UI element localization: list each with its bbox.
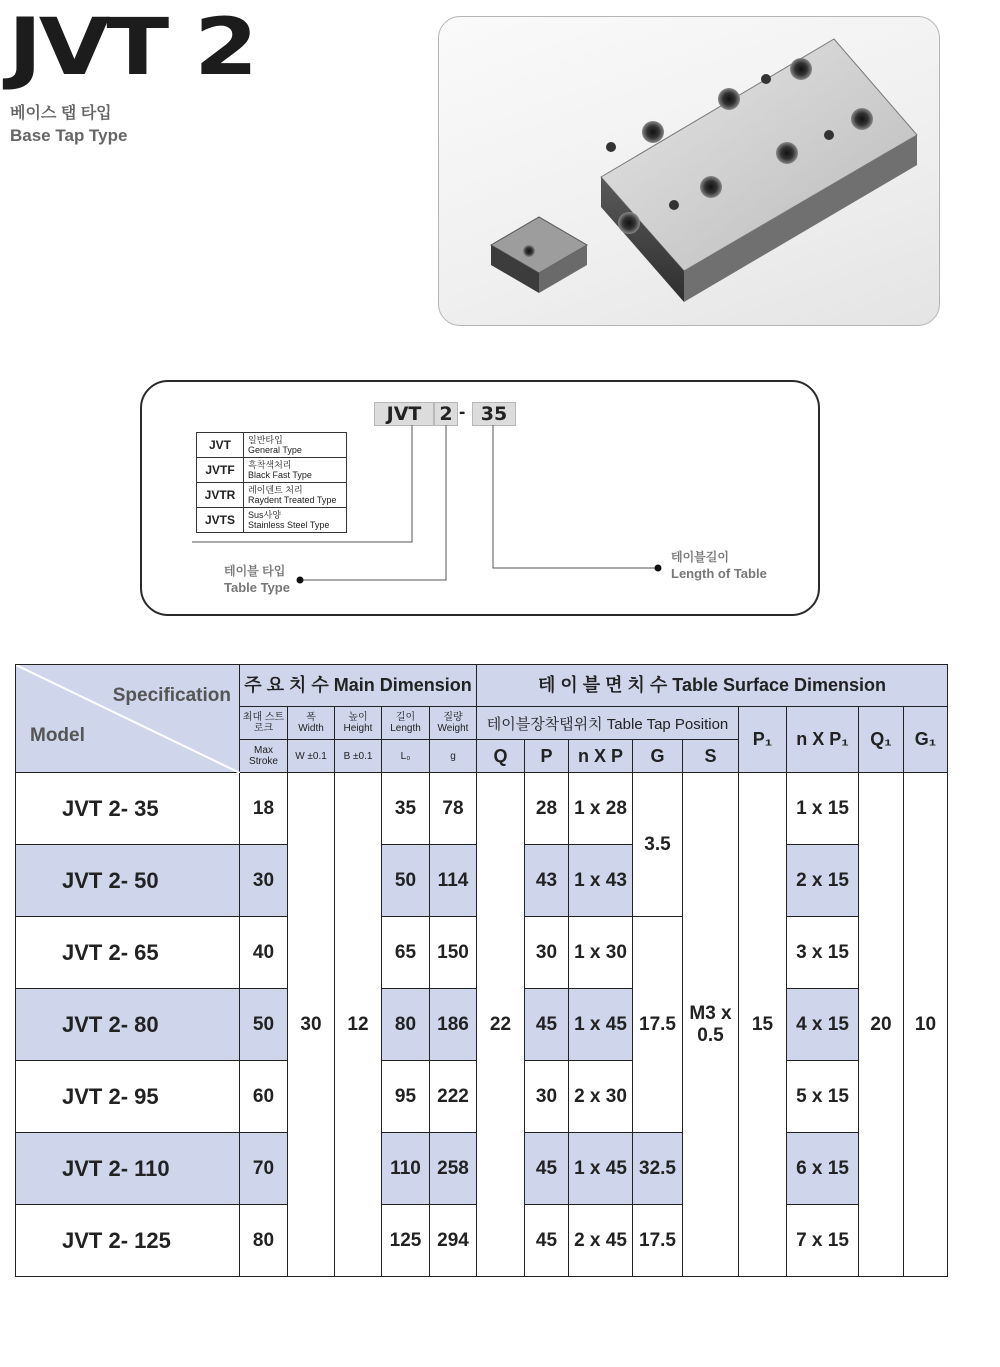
type-desc-ko: 레이덴트 처리 [248,485,303,495]
p-cell: 30 [525,1061,569,1133]
nxp1-cell: 1 x 15 [787,773,859,845]
weight-cell: 222 [430,1061,477,1133]
subtitle-korean: 베이스 탭 타입 [10,105,112,122]
length-cell: 65 [382,917,430,989]
code-part-dash: - [459,402,466,423]
nxp1-cell: 3 x 15 [787,917,859,989]
type-code: JVTF [197,458,244,483]
stroke-cell: 60 [240,1061,288,1133]
code-part-length: 35 [472,402,516,426]
p-cell: 28 [525,773,569,845]
p-cell: 45 [525,1133,569,1205]
height-label-ko: 높이 [348,712,368,723]
p-cell: 45 [525,1205,569,1277]
length-cell: 110 [382,1133,430,1205]
col-nxp1: n X P₁ [787,707,859,773]
table-type-label-ko: 테이블 타입 [224,564,286,578]
specification-table [15,664,948,1277]
width-unit: W ±0.1 [288,740,335,773]
nxp-cell: 1 x 28 [569,773,633,845]
model-cell: JVT 2- 50 [16,845,240,917]
weight-cell: 78 [430,773,477,845]
type-code: JVT [197,433,244,458]
height-subheader [335,707,382,740]
col-g: G [633,740,683,773]
model-cell: JVT 2- 125 [16,1205,240,1277]
s-value-line2: 0.5 [697,1024,724,1046]
length-subheader [382,707,430,740]
g-merged-cell: 3.5 [633,773,683,917]
code-part-size: 2 [434,402,458,426]
q1-merged-cell: 20 [859,773,904,1277]
type-desc-ko: 흑착색처리 [248,460,292,470]
nxp-cell: 2 x 45 [569,1205,633,1277]
weight-cell: 186 [430,989,477,1061]
stroke-label-ko: 최대 스트로크 [242,712,285,734]
nxp1-cell: 5 x 15 [787,1061,859,1133]
height-unit: B ±0.1 [335,740,382,773]
length-cell: 80 [382,989,430,1061]
width-label-en: Width [298,723,324,734]
type-desc-en: General Type [248,445,302,455]
weight-subheader [430,707,477,740]
stroke-cell: 30 [240,845,288,917]
length-label-en: Length [390,723,421,734]
stroke-cell: 50 [240,989,288,1061]
col-g1: G₁ [904,707,948,773]
col-p1: P₁ [739,707,787,773]
model-cell: JVT 2- 65 [16,917,240,989]
diagonal-divider [16,665,240,773]
weight-cell: 150 [430,917,477,989]
corner-header [16,665,240,773]
model-cell: JVT 2- 35 [16,773,240,845]
stroke-cell: 80 [240,1205,288,1277]
type-desc-en: Raydent Treated Type [248,495,337,505]
table-surface-header: 테 이 블 면 치 수 Table Surface Dimension [477,665,948,707]
weight-label-en: Weight [437,723,469,734]
g1-merged-cell: 10 [904,773,948,1277]
weight-cell: 294 [430,1205,477,1277]
width-subheader [288,707,335,740]
nxp-cell: 2 x 30 [569,1061,633,1133]
length-unit: L₀ [382,740,430,773]
type-desc-en: Stainless Steel Type [248,520,330,530]
height-merged-cell: 12 [335,773,382,1277]
weight-cell: 114 [430,845,477,917]
corner-spec-label: Specification [112,685,231,706]
nxp-cell: 1 x 30 [569,917,633,989]
col-nxp: n X P [569,740,633,773]
stroke-subheader [240,707,288,740]
col-s: S [683,740,739,773]
nxp1-cell: 2 x 15 [787,845,859,917]
stroke-unit: Max Stroke [240,740,288,773]
type-desc-en: Black Fast Type [248,470,312,480]
s-merged-cell [683,773,739,1277]
nxp-cell: 1 x 45 [569,989,633,1061]
p-cell: 43 [525,845,569,917]
tap-position-header: 테이블장착탭위치 Table Tap Position [477,707,739,740]
stroke-cell: 40 [240,917,288,989]
length-cell: 125 [382,1205,430,1277]
col-q: Q [477,740,525,773]
weight-unit: g [430,740,477,773]
g-merged-cell: 17.5 [633,917,683,1133]
corner-model-label: Model [30,725,85,746]
g-cell: 32.5 [633,1133,683,1205]
main-dimension-header: 주 요 치 수 Main Dimension [240,665,477,707]
length-label-en: Length of Table [671,566,767,581]
nxp1-cell: 4 x 15 [787,989,859,1061]
stroke-cell: 70 [240,1133,288,1205]
weight-cell: 258 [430,1133,477,1205]
nxp-cell: 1 x 45 [569,1133,633,1205]
p-cell: 30 [525,917,569,989]
code-part-series: JVT [374,402,434,426]
leader-lines [0,0,1000,640]
length-cell: 50 [382,845,430,917]
width-merged-cell: 30 [288,773,335,1277]
model-cell: JVT 2- 95 [16,1061,240,1133]
type-desc-ko: Sus사양 [248,510,281,520]
table-type-label-en: Table Type [224,580,290,595]
model-cell: JVT 2- 110 [16,1133,240,1205]
nxp1-cell: 7 x 15 [787,1205,859,1277]
stroke-cell: 18 [240,773,288,845]
width-label-ko: 폭 [306,712,316,723]
length-label-ko: 테이블길이 [671,550,729,564]
type-desc-ko: 일반타입 [248,435,283,445]
q-merged-cell: 22 [477,773,525,1277]
type-code: JVTR [197,483,244,508]
s-value-line1: M3 x [689,1002,732,1024]
type-code: JVTS [197,508,244,533]
p-cell: 45 [525,989,569,1061]
g-cell: 17.5 [633,1205,683,1277]
nxp1-cell: 6 x 15 [787,1133,859,1205]
col-q1: Q₁ [859,707,904,773]
subtitle-english: Base Tap Type [10,126,128,145]
length-label-ko: 길이 [395,712,416,723]
weight-label-ko: 질량 [443,712,463,723]
page-title: JVT 2 [8,3,255,93]
col-p: P [525,740,569,773]
length-cell: 95 [382,1061,430,1133]
table-row [16,773,948,845]
length-cell: 35 [382,773,430,845]
model-cell: JVT 2- 80 [16,989,240,1061]
p1-merged-cell: 15 [739,773,787,1277]
height-label-en: Height [343,723,373,734]
nxp-cell: 1 x 43 [569,845,633,917]
